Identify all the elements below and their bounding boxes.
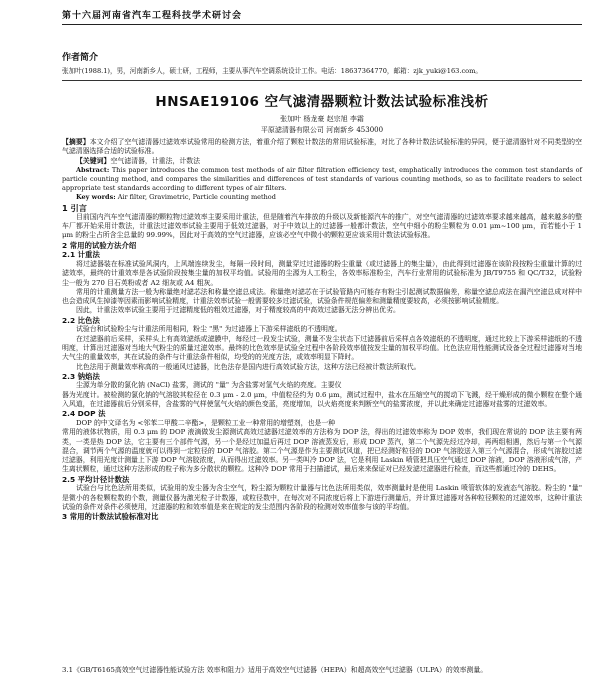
author-bio-text: 张加叶(1988.1)，男，河南新乡人，硕士研，工程师，主要从事汽车空调系统设计工作。电话：18637364770，邮箱：zjk_yuki@163.com。 [62, 67, 482, 75]
author-bio-heading: 作者简介 [62, 53, 99, 63]
section-2-1-para-1: 将过滤器装在标准试验风洞内，上风端连续发尘，每隔一段时间，测量穿过过滤器的粉尘重量（或过滤器上的集尘量），由此得到过滤器在该阶段按粉尘重量计算的过滤效率，最终的计重效率是各试验阶段按集尘量的加权平均值。试验用的尘源为人工粉尘，各效率标准粉尘，汽车行业常用的试验标准为 JB/T9755 和 QC/T32，试验粉尘一般为 270 目石英粉或者 A2 细灰或 A4 粗灰。 [62, 259, 582, 287]
paper-title: HNSAE19106 空气滤清器颗粒计数法试验标准浅析 [155, 94, 489, 110]
abstract-label: 【摘要】 [62, 138, 90, 146]
paper-authors: 张加叶 杨龙豪 赵宗旭 李霜 [280, 115, 364, 123]
english-abstract [62, 166, 582, 193]
section-2-3-heading: 2.3 钠焰法 [62, 371, 100, 381]
section-2-2-para-3: 比色法用于测量效率称高的一般通风过滤器，比色法存是国内进行高效试验方法，这种方法已经被计数法所取代。 [76, 362, 421, 371]
abstract [62, 138, 582, 157]
section-2-2-heading: 2.2 比色法 [62, 315, 100, 325]
section-1-heading: 1 引言 [62, 202, 87, 213]
section-2-4-para-2: 常用的液体状物质，用 0.3 μm 的 DOP 液滴做发尘源测试高效过滤器过滤效率的方法称为 DOP 法，得出的过滤效率称为 DOP 效率，我们现在常说的 DOP 法主要有两类，一类是热 DOP 法，它主要有三个部件气源，另一个是经过加温后再过 DOP 溶液蒸发后，形成 DOP 蒸汽，第二个气源先经过冷却，再两组相遇，然后与第一个气源混合，调节两个气源的温度就可以得到一定粒径的 DOP 气溶胶。第二个气源是作为主要测试风道，把已经测好粒径的 DOP 气溶胶送入第三个气源混合，形成气溶胶过滤过滤器，利用光度计测量上下游 DOP 气溶胶浓度，从而得出过滤效率。另一类叫冷 DOP 法，它是利用 Laskin 喷管把具压空气通过 DOP 溶液，DOP 溶液形成气溶，产生离状颗粒，通过这种方法形成的粒子称为多分散状的颗粒。这种冷 DOP 常用于扫描滤试，最后来来保证对已经发滤过滤器进行检查，而这些都通过冷的 DEHS。 [62, 428, 582, 474]
section-2-1-heading: 2.1 计重法 [62, 250, 100, 260]
section-2-3-text: 器为光度计。被检测的氯化钠的气溶胶其粒径在 0.3 μm - 2.0 μm，中值粒径约为 0.6 μm，测试过程中，盐水在压缩空气的搅动下飞溅，经干燥形成的微小颗粒在整个通入风道，在过滤器前后分别采样，含盐雾的气样使氢气火焰的颜色变蓝，亮度增加，以火焰亮度来判断空气的盐雾浓度，并以此来确定过滤器对盐雾的过滤效率。 [62, 390, 582, 409]
english-keywords-text: Air filter, Gravimetric, Particle counting method [117, 192, 276, 201]
keywords [62, 157, 582, 166]
paper-body [62, 138, 582, 522]
section-2-2-para-1: 试验台和试验粉尘与计重法所用相同，粉尘 "黑" 为过滤器上下游采样滤纸的不透明度。 [76, 325, 342, 334]
section-2-heading: 2 常用的试验方法介绍 [62, 240, 137, 250]
section-2-4-para-1: DOP 的中文译名为 <邻苯二甲酸二辛酯>，是颗粒工业一种常用的增塑剂，也是一种 [76, 418, 336, 427]
section-2-4-heading: 2.4 DOP 法 [62, 409, 106, 419]
abstract-text: 本文介绍了空气滤清器过滤效率试验常用的检测方法，着重介绍了颗粒计数法的常用试验标准，对比了各种计数法试验标准的异同，便于滤清器针对不同类型的空气滤清器选择合适的试验标准。 [62, 138, 583, 156]
section-1-text: 目前国内汽车空气滤清器的颗粒物过滤效率主要采用计重法，但是随着汽车排放的升级以及新能源汽车的推广，对空气滤清器的过滤效率要求越来越高，越来越多的整车厂都开始采用计数法，计重法过滤效率试验主要用于低效过滤器，对于中效以上的过滤器一般都计数法，空气中细小的粉尘颗粒为 0.01 μm~100 μm，而若能小于 1 μm 的粉尘占所含尘总量的 99.99%，因此对于高效的空气过滤器，应该必空气中微小的颗粒更应该采用计数法试验标准。 [62, 212, 582, 240]
section-2-5-para-1: 试验台与比色法所用类似，试验用的发尘器为含尘空气，粉尘源为颗粒计量器与比色法所用类似，效率测量时是使用 Laskin 喷管软体的发液态气溶胶。粉尘的 "量" 是微小的各粒颗粒数的个数，测量仪器为激光粒子计数器，或粒径数中，在每次对不同浓度后将上下游进行测量后，并计算过滤器对各种粒径颗粒的过滤效率，这种计重法试验的条件对条件必须使用，过滤器的粒和效率值是来在规定的发尘范围内各阶段的检测对效率值参与该的平均值。 [62, 484, 582, 511]
section-2-1-para-3: 因此，计重法效率试验主要用于过滤精度低的粗效过滤器，对于精度较高的中高效过滤器无法分辨出优劣。 [76, 306, 400, 315]
english-keywords-label: Key words: [76, 192, 116, 201]
section-3-heading: 3 常用的计数法试验标准对比 [62, 512, 159, 522]
running-header: 第十六届河南省汽车工程科技学术研讨会 [62, 8, 582, 25]
paper-affiliation: 平原滤清器有限公司 河南新乡 453000 [260, 126, 384, 134]
english-keywords [62, 193, 582, 202]
keywords-text: 空气滤清器，计重法，计数法 [110, 156, 201, 165]
english-abstract-text: This paper introduces the common test methods of air filter filtration efficiency test, emphatically introduces the common test standards of particle counting method, and compares the similarities and differences of test standards of various counting methods, so as to facilitate readers to select appropriate test standards according to different types of air filters. [62, 165, 582, 192]
section-2-5-heading: 2.5 平均计径计数法 [62, 474, 130, 484]
section-3-1-text: 3.1《GB/T6165高效空气过滤器性能试验方法 效率和阻力》适用于高效空气过滤器（HEPA）和超高效空气过滤器（ULPA）的效率测量。 [62, 666, 488, 674]
section-2-2-para-2: 在过滤器前后采样，采样头上有高效滤纸或滤膜中，每经过一段发尘试验，测量不发尘状态下过滤器前后采样点各效滤纸的不透明度，通过比较上下游采样滤纸的不透明度，计算出过滤器对当地大气粉尘的质量过滤效率。最终的比色效率是试验全过程中各阶段效率值按发尘量的加权平均值。比色法应用性能测试设备全过程过滤器对当地大气尘的重量效率，其在试验的条件与计重法条件相似，均受的的光度方法，或效率明显下降时。 [62, 334, 582, 362]
section-2-3-sub: 尘源为单分散的氯化钠 (NaCl) 盐雾，测试的 "量" 为含盐雾对氢气火焰的亮度。主要仪 [76, 381, 342, 390]
english-abstract-label: Abstract: [76, 165, 110, 174]
divider [62, 80, 582, 81]
section-2-1-para-2: 常用的计重测量方法一般为称量绝对滤芯法和称量空滤总成法。称量绝对滤芯在于试验管路内可能存有粉尘引起测试数据偏差，称量空滤总成法在漏汽空滤总成对样中也会造成风生掉漆等因素而影响试验精度，计重法效率试验一般需要较多过滤试验，试验条件规范偏差和测量精度要较高，必须按影响试验精度。 [62, 287, 582, 306]
author-bio [62, 50, 582, 75]
keywords-label: 【关键词】 [76, 156, 111, 165]
